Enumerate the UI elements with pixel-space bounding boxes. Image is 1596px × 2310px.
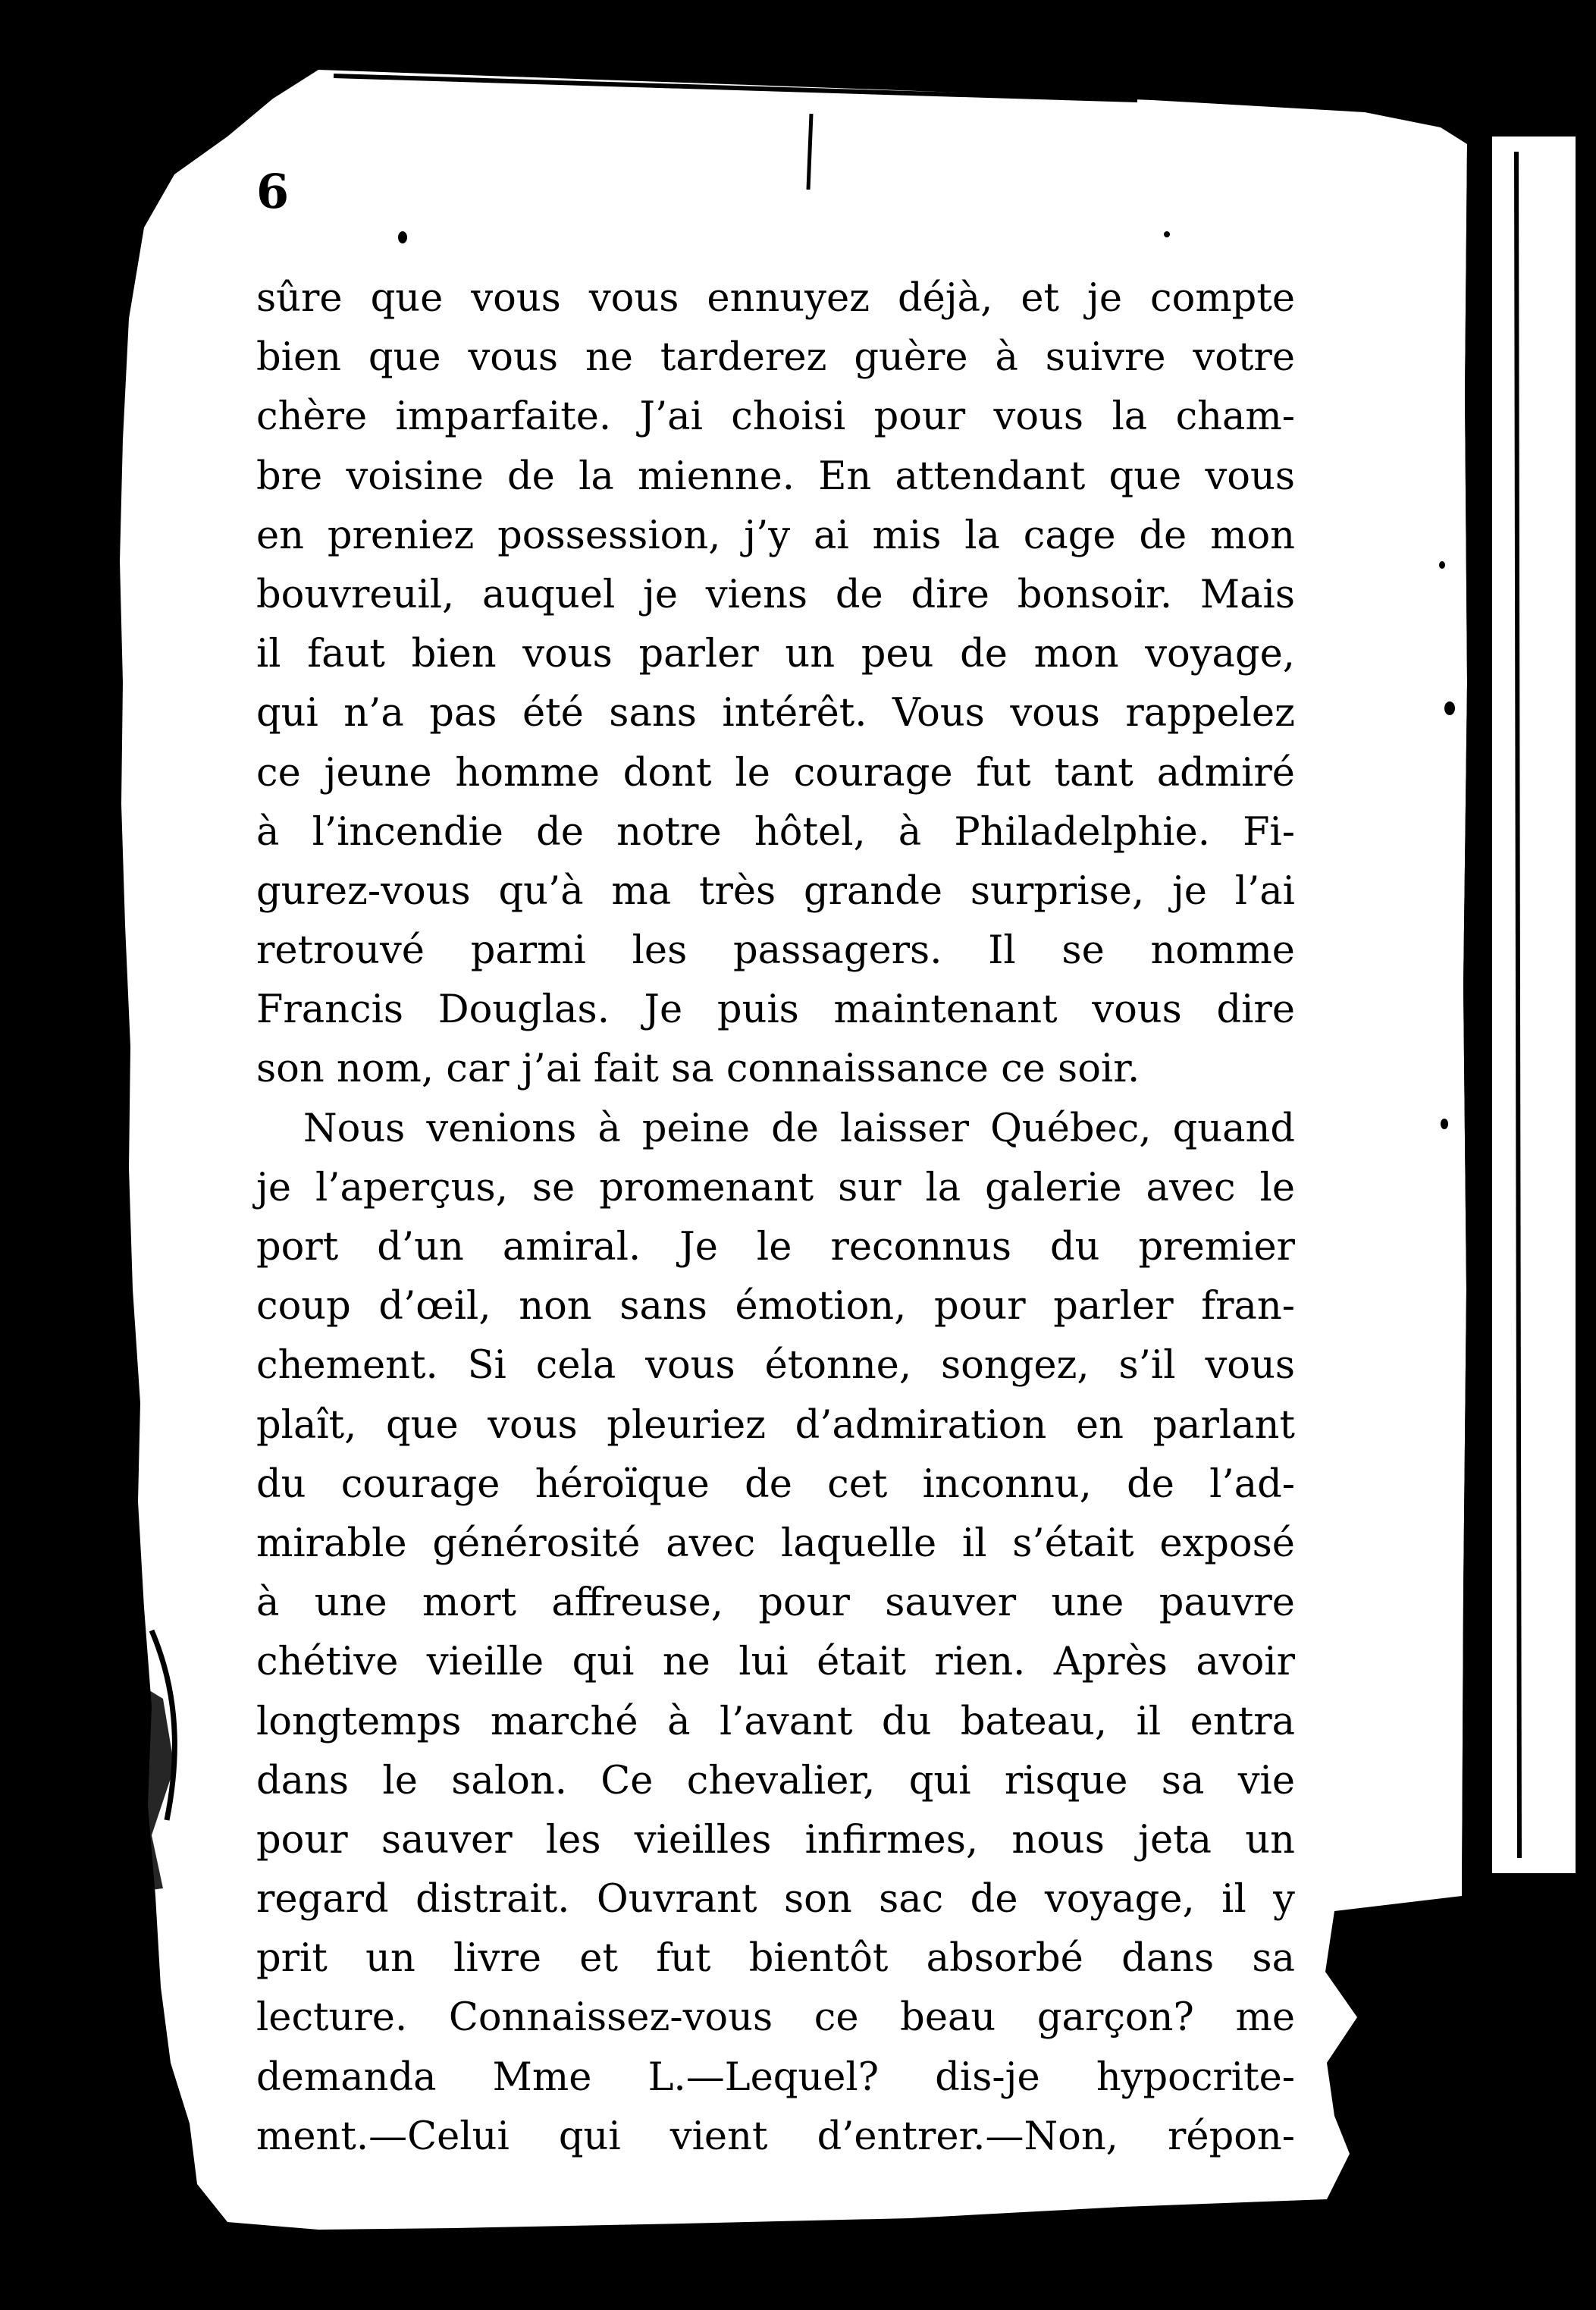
text-line: plaît, que vous pleuriez d’admiration en parlant — [256, 1402, 1295, 1448]
text-line: retrouvé parmi les passagers. Il se nomme — [256, 928, 1295, 974]
text-line: il faut bien vous parler un peu de mon voyage, — [256, 632, 1295, 677]
text-line: gurez-vous qu’à ma très grande surprise, je l’ai — [256, 868, 1295, 914]
text-line: bien que vous ne tarderez guère à suivre votre — [256, 335, 1295, 381]
text-line: ce jeune homme dont le courage fut tant admiré — [256, 750, 1295, 796]
binding-strip — [1492, 137, 1576, 1873]
ink-speck — [1441, 1119, 1448, 1129]
text-line: je l’aperçus, se promenant sur la galerie avec le — [256, 1165, 1295, 1210]
text-line: bre voisine de la mienne. En attendant que vous — [256, 454, 1295, 499]
text-line: sûre que vous vous ennuyez déjà, et je compte — [256, 276, 1295, 321]
text-line: en preniez possession, j’y ai mis la cage de mon — [256, 513, 1295, 558]
text-line: à l’incendie de notre hôtel, à Philadelphie. Fi- — [256, 809, 1295, 855]
ink-speck — [1444, 701, 1455, 715]
text-line: longtemps marché à l’avant du bateau, il entra — [256, 1699, 1295, 1744]
text-line: mirable générosité avec laquelle il s’était exposé — [256, 1521, 1295, 1566]
ink-speck — [1439, 561, 1445, 569]
text-line: qui n’a pas été sans intérêt. Vous vous rappelez — [256, 691, 1295, 736]
text-line: Francis Douglas. Je puis maintenant vous dire — [256, 987, 1295, 1033]
page-number: 6 — [256, 164, 290, 219]
text-line: son nom, car j’ai fait sa connaissance ce soir. — [256, 1047, 1140, 1092]
text-line: dans le salon. Ce chevalier, qui risque sa vie — [256, 1758, 1295, 1803]
binding-line — [1516, 152, 1519, 1858]
text-line: chement. Si cela vous étonne, songez, s’il vous — [256, 1343, 1295, 1389]
text-line: lecture. Connaissez-vous ce beau garçon? me — [256, 1995, 1295, 2041]
text-line: chétive vieille qui ne lui était rien. Après avoir — [256, 1640, 1295, 1685]
text-line: port d’un amiral. Je le reconnus du premier — [256, 1225, 1295, 1270]
text-line: du courage héroïque de cet inconnu, de l’ad- — [256, 1461, 1295, 1507]
text-line: prit un livre et fut bientôt absorbé dans sa — [256, 1936, 1295, 1982]
text-line: regard distrait. Ouvrant son sac de voyage, il y — [256, 1877, 1295, 1922]
ink-speck — [398, 231, 407, 243]
text-line: chère imparfaite. J’ai choisi pour vous la cham- — [256, 394, 1295, 440]
text-line: Nous venions à peine de laisser Québec, quand — [303, 1106, 1295, 1151]
text-line: coup d’œil, non sans émotion, pour parler fran- — [256, 1284, 1295, 1329]
text-line: ment.—Celui qui vient d’entrer.—Non, répon- — [256, 2114, 1295, 2159]
text-line: bouvreuil, auquel je viens de dire bonsoir. Mais — [256, 572, 1295, 617]
text-line: pour sauver les vieilles infirmes, nous jeta un — [256, 1817, 1295, 1863]
page-body-text — [256, 269, 1295, 2167]
text-line: demanda Mme L.—Lequel? dis-je hypocrite- — [256, 2054, 1295, 2100]
text-line: à une mort affreuse, pour sauver une pauvre — [256, 1580, 1295, 1626]
ink-speck — [1164, 231, 1170, 237]
